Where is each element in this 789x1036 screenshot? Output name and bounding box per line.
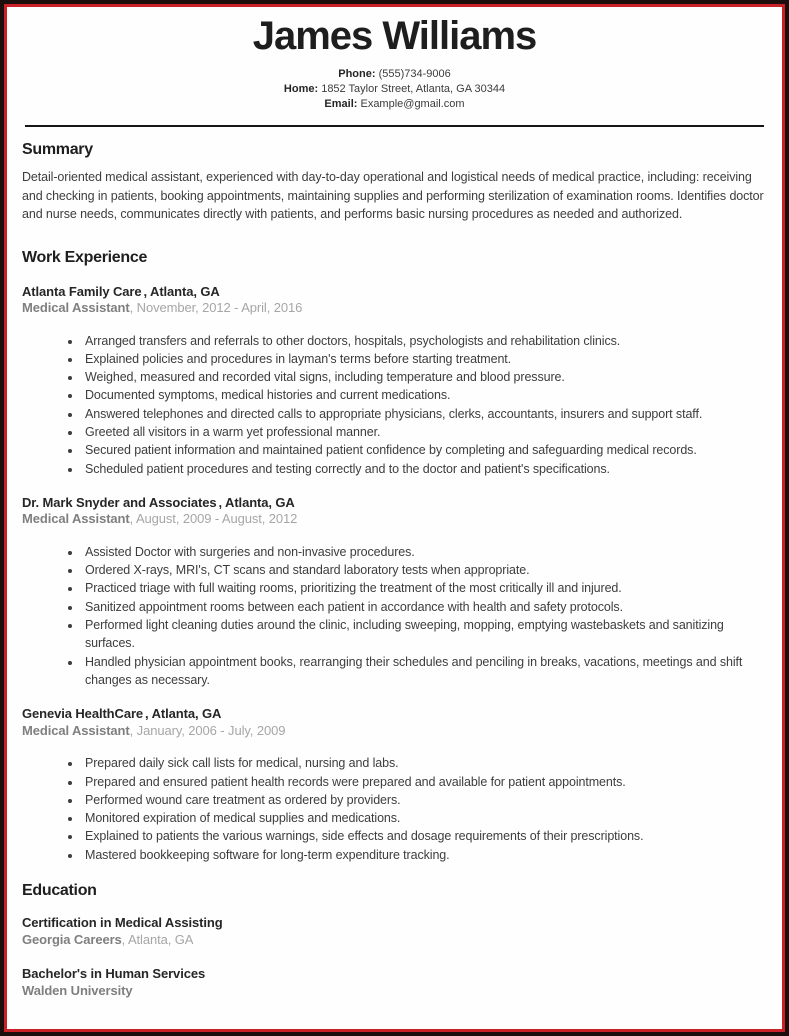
- job-role-line: [22, 511, 767, 528]
- job-role-line: [22, 300, 767, 317]
- job-location: , Atlanta, GA: [143, 283, 220, 299]
- education-entry-certification: [22, 915, 767, 948]
- contact-home-label: Home:: [283, 83, 319, 95]
- work-experience-heading: Work Experience: [22, 248, 148, 266]
- job-company: Genevia HealthCare: [22, 706, 144, 722]
- summary-text: Detail-oriented medical assistant, experienced with day-to-day operational and logistical needs of medical practice, including: receiving and checking in patients, booking appointments, maintaining supplies and performing sterilization of examination rooms. Identifies doctor and nurse needs, communicates directly with patients, and performs basic nursing procedures as needed and authorized.: [22, 170, 764, 221]
- education-school-line: [22, 983, 767, 1000]
- job-role: Medical Assistant: [22, 511, 130, 527]
- job-bullet-list: [22, 332, 767, 478]
- page-title: James Williams: [252, 14, 537, 58]
- header-divider: [25, 125, 764, 127]
- contact-phone-value: (555)734-9006: [375, 68, 451, 80]
- job-company: Atlanta Family Care: [22, 283, 142, 299]
- education-school: Walden University: [22, 982, 133, 998]
- job-entry-genevia-healthcare: [22, 706, 767, 864]
- job-bullet: • Mastered bookkeeping software for long-term expenditure tracking.: [82, 846, 767, 864]
- job-entry-dr-mark-snyder: [22, 495, 767, 689]
- contact-phone: [22, 67, 767, 82]
- job-role: Medical Assistant: [22, 300, 130, 315]
- job-bullet: • Secured patient information and maintained patient confidence by completing and safeguarding medical records.: [82, 441, 767, 459]
- education-heading: Education: [22, 882, 97, 900]
- job-bullet: • Handled physician appointment books, rearranging their schedules and penciling in breaks, vacations, meetings and shift changes as necessary.: [82, 653, 767, 690]
- contact-home: [22, 82, 767, 97]
- job-bullet: • Weighed, measured and recorded vital signs, including temperature and blood pressure.: [82, 368, 767, 386]
- contact-home-value: 1852 Taylor Street, Atlanta, GA 30344: [318, 83, 506, 95]
- education-school: Georgia Careers: [22, 931, 122, 947]
- job-bullet: • Prepared and ensured patient health records were prepared and available for patient appointments.: [82, 773, 767, 791]
- job-dates: , August, 2009 - August, 2012: [129, 511, 298, 527]
- job-role: Medical Assistant: [22, 722, 130, 738]
- job-company-line: [22, 284, 767, 301]
- job-company-line: [22, 495, 767, 512]
- job-location: , Atlanta, GA: [218, 494, 295, 510]
- job-bullet: • Prepared daily sick call lists for medical, nursing and labs.: [82, 754, 767, 772]
- job-dates: , November, 2012 - April, 2016: [129, 300, 303, 315]
- job-bullet-list: [22, 754, 767, 864]
- contact-block: [22, 67, 767, 112]
- resume-page-inner: [4, 4, 785, 1032]
- summary-heading: Summary: [22, 141, 93, 158]
- job-dates: , January, 2006 - July, 2009: [129, 722, 286, 738]
- job-bullet: • Assisted Doctor with surgeries and non-invasive procedures.: [82, 543, 767, 561]
- education-degree: Bachelor's in Human Services: [22, 966, 206, 982]
- job-location: , Atlanta, GA: [145, 706, 222, 722]
- job-bullet: • Sanitized appointment rooms between each patient in accordance with health and safety protocols.: [82, 598, 767, 616]
- job-bullet: • Greeted all visitors in a warm yet professional manner.: [82, 423, 767, 441]
- job-bullet: • Documented symptoms, medical histories and current medications.: [82, 386, 767, 404]
- contact-email-label: Email:: [324, 98, 358, 110]
- job-bullet: • Explained to patients the various warnings, side effects and dosage requirements of their prescriptions.: [82, 827, 767, 845]
- contact-phone-label: Phone:: [338, 68, 376, 80]
- education-degree: Certification in Medical Assisting: [22, 915, 223, 931]
- job-role-line: [22, 723, 767, 740]
- job-bullet: • Performed wound care treatment as ordered by providers.: [82, 791, 767, 809]
- job-bullet: • Performed light cleaning duties around the clinic, including sweeping, mopping, emptying wastebaskets and sanitizing surfaces.: [82, 616, 767, 653]
- job-bullet: • Practiced triage with full waiting rooms, prioritizing the treatment of the most critically ill and injured.: [82, 579, 767, 597]
- resume-header: [22, 7, 767, 112]
- contact-email: [22, 97, 767, 112]
- job-bullet: • Arranged transfers and referrals to other doctors, hospitals, psychologists and rehabilitation clinics.: [82, 332, 767, 350]
- education-entry-bachelors: [22, 966, 767, 999]
- education-school-line: [22, 932, 767, 949]
- job-entry-atlanta-family-care: [22, 284, 767, 478]
- job-bullet: • Answered telephones and directed calls to appropriate physicians, clerks, accountants, insurers and support staff.: [82, 405, 767, 423]
- job-company: Dr. Mark Snyder and Associates: [22, 494, 217, 510]
- job-bullet: • Ordered X-rays, MRI's, CT scans and standard laboratory tests when appropriate.: [82, 561, 767, 579]
- job-bullet-list: [22, 543, 767, 689]
- job-bullet: • Monitored expiration of medical supplies and medications.: [82, 809, 767, 827]
- job-bullet: • Explained policies and procedures in layman's terms before starting treatment.: [82, 350, 767, 368]
- education-location: , Atlanta, GA: [121, 931, 194, 947]
- job-bullet: • Scheduled patient procedures and testing correctly and to the doctor and patient's specifications.: [82, 460, 767, 478]
- job-company-line: [22, 706, 767, 723]
- contact-email-value: Example@gmail.com: [357, 98, 465, 110]
